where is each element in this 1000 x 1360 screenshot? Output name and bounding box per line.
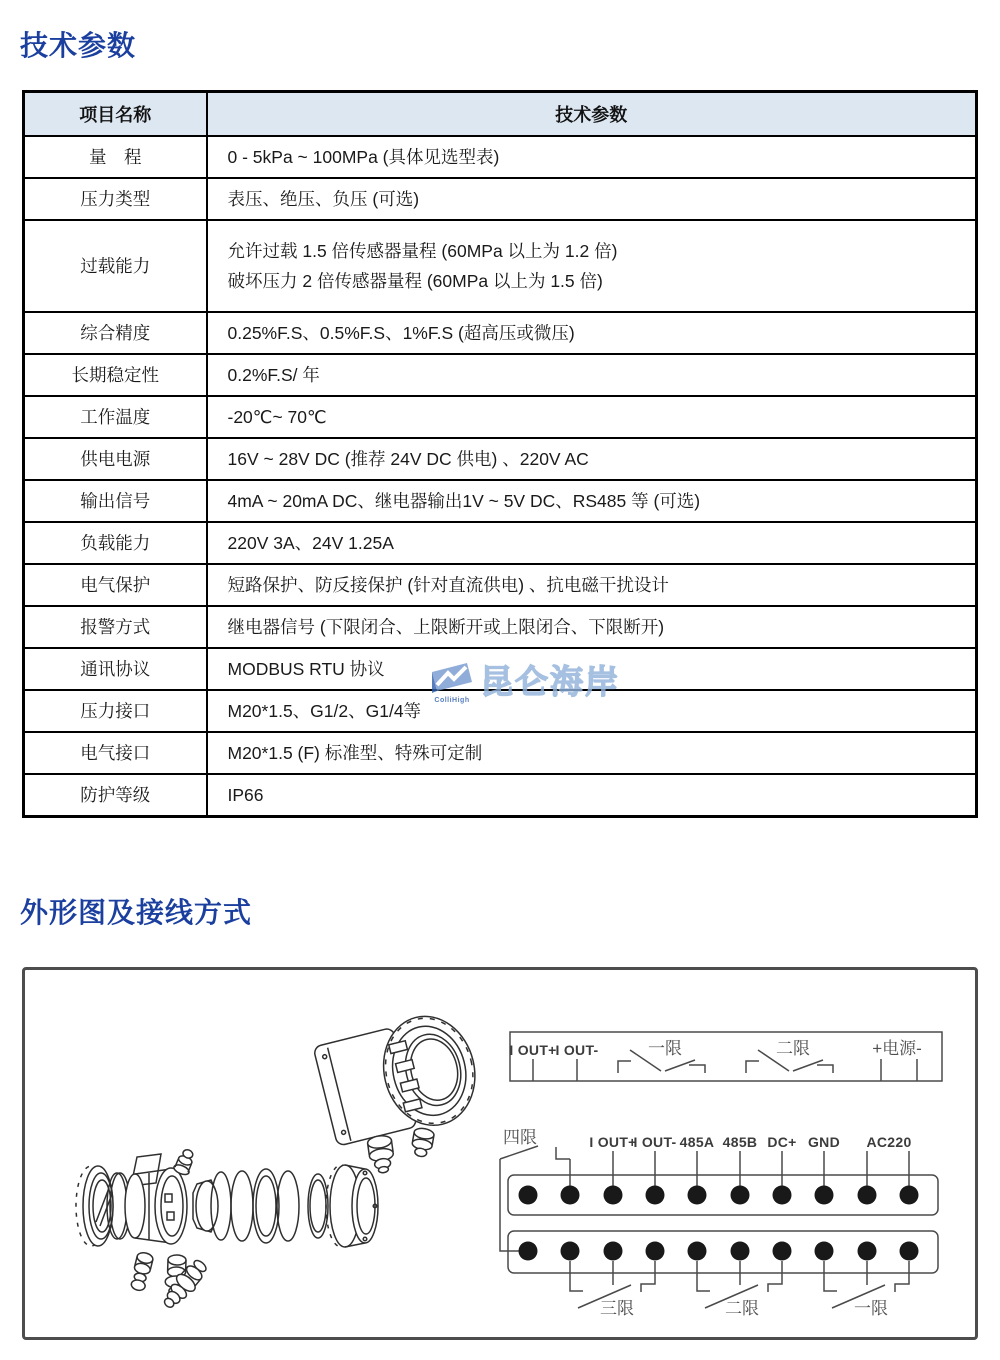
- terminal-strip-lower: [508, 1231, 938, 1318]
- spec-value-line: 0 - 5kPa ~ 100MPa (具体见选型表): [227, 146, 500, 167]
- spec-item-name: 通讯协议: [24, 648, 207, 690]
- spec-item-value: [207, 136, 977, 178]
- terminal-strip-upper: [500, 1128, 938, 1251]
- device-exploded-drawing: [76, 1147, 378, 1313]
- spec-value-line: 0.2%F.S/ 年: [227, 364, 320, 385]
- label-term-485b: 485B: [722, 1134, 758, 1150]
- spec-item-value: [207, 178, 977, 220]
- spec-item-name: 输出信号: [24, 480, 207, 522]
- table-header-row: [24, 92, 977, 136]
- wiring-diagram-svg: [25, 970, 975, 1337]
- spec-item-name: 报警方式: [24, 606, 207, 648]
- label-term-dc-plus: DC+: [767, 1134, 797, 1150]
- label-term-ac220: AC220: [866, 1134, 912, 1150]
- section-title-outline-wiring: 外形图及接线方式: [20, 897, 253, 928]
- label-relay-iout-minus: I OUT-: [555, 1042, 599, 1058]
- label-term-gnd: GND: [807, 1134, 841, 1150]
- spec-item-value: [207, 732, 977, 774]
- spec-value-line: 继电器信号 (下限闭合、上限断开或上限闭合、下限断开): [227, 616, 665, 637]
- label-limit2-lower: 二限: [725, 1299, 759, 1318]
- relay-wiring-box: [509, 1032, 942, 1081]
- spec-item-name: 供电电源: [24, 438, 207, 480]
- spec-item-value: [207, 648, 977, 690]
- table-row: [24, 178, 977, 220]
- spec-value-line: M20*1.5、G1/2、G1/4等: [227, 700, 422, 721]
- table-row: [24, 606, 977, 648]
- label-relay-iout-plus: I OUT+: [509, 1042, 557, 1058]
- spec-item-name: 防护等级: [24, 774, 207, 817]
- spec-value-line: IP66: [227, 784, 264, 805]
- spec-item-value: [207, 312, 977, 354]
- spec-value-line: 短路保护、防反接保护 (针对直流供电) 、抗电磁干扰设计: [227, 574, 669, 595]
- table-row: [24, 136, 977, 178]
- limit2-lower-switch-symbol: [697, 1261, 782, 1318]
- spec-item-name: 综合精度: [24, 312, 207, 354]
- spec-item-name: 压力类型: [24, 178, 207, 220]
- spec-item-name: 量 程: [24, 136, 207, 178]
- spec-value-line: 4mA ~ 20mA DC、继电器输出1V ~ 5V DC、RS485 等 (可选): [227, 490, 701, 511]
- table-row: [24, 354, 977, 396]
- spec-value-line: 表压、绝压、负压 (可选): [227, 188, 420, 209]
- brand-watermark-text: 昆仑海岸: [480, 663, 620, 700]
- limit2-switch-symbol: [746, 1039, 833, 1073]
- spec-item-name: 长期稳定性: [24, 354, 207, 396]
- table-row: [24, 690, 977, 732]
- header-tech-params: 技术参数: [207, 92, 977, 136]
- spec-value-line: M20*1.5 (F) 标准型、特殊可定制: [227, 742, 483, 763]
- spec-item-name: 负载能力: [24, 522, 207, 564]
- spec-item-value: [207, 438, 977, 480]
- limit3-switch-symbol: [570, 1261, 655, 1318]
- table-row: [24, 438, 977, 480]
- outline-wiring-diagram: [22, 967, 978, 1340]
- spec-item-name: 压力接口: [24, 690, 207, 732]
- label-limit1-lower: 一限: [854, 1299, 888, 1318]
- table-row: [24, 732, 977, 774]
- spec-item-value: [207, 354, 977, 396]
- spec-item-name: 工作温度: [24, 396, 207, 438]
- label-term-iout-minus: I OUT-: [633, 1134, 677, 1150]
- table-row: [24, 480, 977, 522]
- spec-item-value: [207, 522, 977, 564]
- table-row: [24, 522, 977, 564]
- spec-table: [22, 90, 978, 818]
- device-assembled-drawing: [312, 1007, 494, 1184]
- table-row: [24, 774, 977, 817]
- spec-item-value: [207, 220, 977, 312]
- table-row: [24, 648, 977, 690]
- label-term-485a: 485A: [679, 1134, 715, 1150]
- spec-value-line: 允许过载 1.5 倍传感器量程 (60MPa 以上为 1.2 倍): [227, 240, 618, 261]
- terminal-dots-upper: [519, 1186, 919, 1205]
- table-row: [24, 312, 977, 354]
- spec-item-name: 过载能力: [24, 220, 207, 312]
- spec-value-line: MODBUS RTU 协议: [227, 658, 385, 679]
- spec-item-value: [207, 774, 977, 817]
- label-relay-limit1: 一限: [648, 1039, 682, 1058]
- label-term-iout-plus: I OUT+: [589, 1134, 637, 1150]
- header-item-name: 项目名称: [24, 92, 207, 136]
- section-title-tech-params: 技术参数: [20, 30, 137, 61]
- spec-item-name: 电气保护: [24, 564, 207, 606]
- spec-value-line: 16V ~ 28V DC (推荐 24V DC 供电) 、220V AC: [227, 448, 589, 469]
- table-row: [24, 220, 977, 312]
- spec-item-value: [207, 564, 977, 606]
- spec-item-name: 电气接口: [24, 732, 207, 774]
- brand-logo-caption: ColliHigh: [434, 697, 470, 704]
- label-relay-power: +电源-: [872, 1039, 922, 1058]
- label-limit4: 四限: [503, 1128, 537, 1147]
- spec-item-value: [207, 606, 977, 648]
- label-limit3: 三限: [600, 1299, 634, 1318]
- spec-item-value: [207, 480, 977, 522]
- spec-value-line: 0.25%F.S、0.5%F.S、1%F.S (超高压或微压): [227, 322, 575, 343]
- table-row: [24, 564, 977, 606]
- spec-value-line: 220V 3A、24V 1.25A: [227, 532, 394, 553]
- spec-value-line: 破坏压力 2 倍传感器量程 (60MPa 以上为 1.5 倍): [227, 270, 603, 291]
- terminal-dots-lower: [519, 1242, 919, 1261]
- spec-item-value: [207, 690, 977, 732]
- label-relay-limit2: 二限: [776, 1039, 810, 1058]
- limit1-switch-symbol: [618, 1039, 705, 1073]
- spec-value-line: -20℃~ 70℃: [227, 406, 327, 427]
- spec-item-value: [207, 396, 977, 438]
- limit1-lower-switch-symbol: [824, 1261, 909, 1318]
- table-row: [24, 396, 977, 438]
